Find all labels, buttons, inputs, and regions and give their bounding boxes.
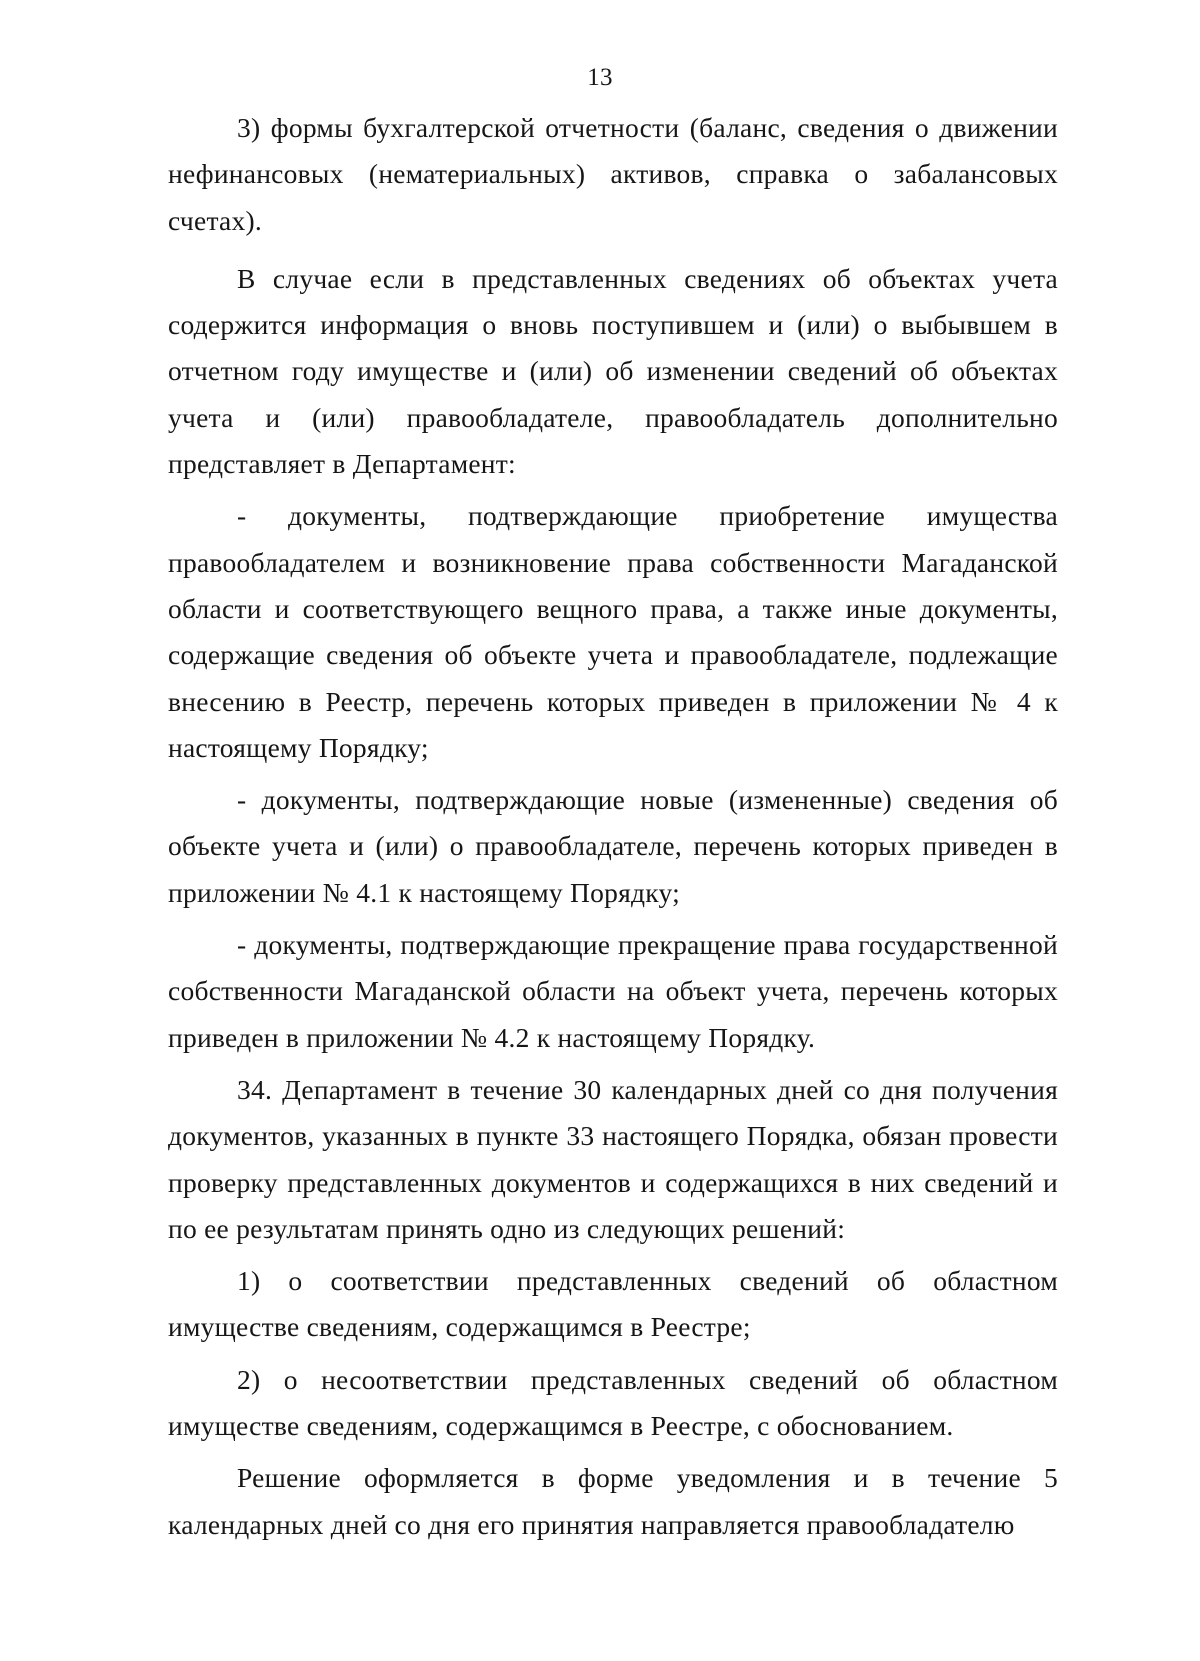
document-body	[168, 105, 1058, 1548]
paragraph-additional-documents: В случае если в представленных сведениях об объектах учета содержится информация о вновь поступившем и (или) о выбывшем в отчетном году имуществе и (или) об изменении сведений об объектах учета и (или) правообладателе, правообладатель дополнительно представляет в Департамент:	[168, 262, 1058, 480]
paragraph-decision-notice: Решение оформляется в форме уведомления и в течение 5 календарных дней со дня его принятия направляется правообладателю	[168, 1462, 1058, 1540]
list-item-decision-noncompliance: 2) о несоответствии представленных сведений об областном имуществе сведениям, содержащимся в Реестре, с обоснованием.	[168, 1363, 1058, 1442]
page-number: 13	[587, 64, 613, 91]
paragraph-clause-34: 34. Департамент в течение 30 календарных дней со дня получения документов, указанных в пункте 33 настоящего Порядка, обязан провести проверку представленных документов и содержащихся в них сведений и по ее результатам принять одно из следующих решений:	[168, 1073, 1058, 1244]
list-item-changed-info-documents: - документы, подтверждающие новые (измененные) сведения об объекте учета и (или) о правообладателе, перечень которых приведен в приложении № 4.1 к настоящему Порядку;	[168, 784, 1058, 908]
list-item-acquisition-documents: - документы, подтверждающие приобретение имущества правообладателем и возникновение права собственности Магаданской области и соответствующего вещного права, а также иные документы, содержащие сведения об объекте учета и правообладателе, подлежащие внесению в Реестр, перечень которых приведен в приложении № 4 к настоящему Порядку;	[168, 500, 1058, 763]
list-item-termination-documents: - документы, подтверждающие прекращение права государственной собственности Магаданской области на объект учета, перечень которых приведен в приложении № 4.2 к настоящему Порядку.	[168, 929, 1058, 1053]
paragraph-reporting-forms: 3) формы бухгалтерской отчетности (баланс, сведения о движении нефинансовых (нематериальных) активов, справка о забалансовых счетах).	[168, 112, 1058, 236]
list-item-decision-compliance: 1) о соответствии представленных сведений об областном имуществе сведениям, содержащимся в Реестре;	[168, 1265, 1058, 1343]
